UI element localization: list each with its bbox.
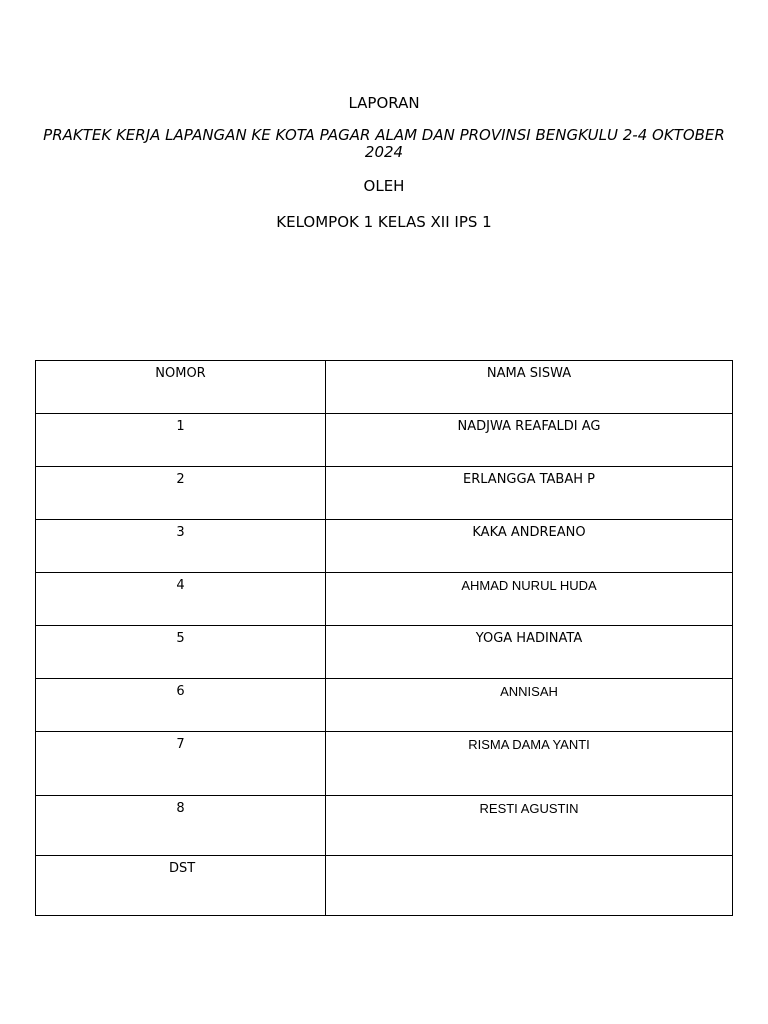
report-subtitle: PRAKTEK KERJA LAPANGAN KE KOTA PAGAR ALAM DAN PROVINSI BENGKULU 2-4 OKTOBER 2024: [43, 126, 725, 161]
row-student-name: ERLANGGA TABAH P: [326, 467, 733, 520]
table-row: [36, 573, 733, 626]
row-number: 6: [36, 679, 326, 732]
report-title: LAPORAN: [348, 94, 420, 112]
row-number: DST: [36, 856, 326, 916]
row-student-name: KAKA ANDREANO: [326, 520, 733, 573]
row-student-name: YOGA HADINATA: [326, 626, 733, 679]
table-row: [36, 520, 733, 573]
table-row: [36, 732, 733, 796]
row-student-name: NADJWA REAFALDI AG: [326, 414, 733, 467]
table-row: [36, 414, 733, 467]
row-student-name: AHMAD NURUL HUDA: [326, 573, 733, 626]
header-number: NOMOR: [36, 361, 326, 414]
row-number: 3: [36, 520, 326, 573]
row-number: 2: [36, 467, 326, 520]
student-table: [35, 360, 733, 916]
row-number: 5: [36, 626, 326, 679]
row-number: 7: [36, 732, 326, 796]
table-header-row: [36, 361, 733, 414]
table-row: [36, 856, 733, 916]
report-group: KELOMPOK 1 KELAS XII IPS 1: [276, 213, 492, 231]
row-student-name: RISMA DAMA YANTI: [326, 732, 733, 796]
row-student-name: [326, 856, 733, 916]
table-row: [36, 626, 733, 679]
row-number: 1: [36, 414, 326, 467]
report-by-label: OLEH: [363, 177, 405, 195]
row-student-name: RESTI AGUSTIN: [326, 796, 733, 856]
table-row: [36, 679, 733, 732]
row-number: 4: [36, 573, 326, 626]
row-number: 8: [36, 796, 326, 856]
header-student-name: NAMA SISWA: [326, 361, 733, 414]
table-row: [36, 796, 733, 856]
table-row: [36, 467, 733, 520]
row-student-name: ANNISAH: [326, 679, 733, 732]
